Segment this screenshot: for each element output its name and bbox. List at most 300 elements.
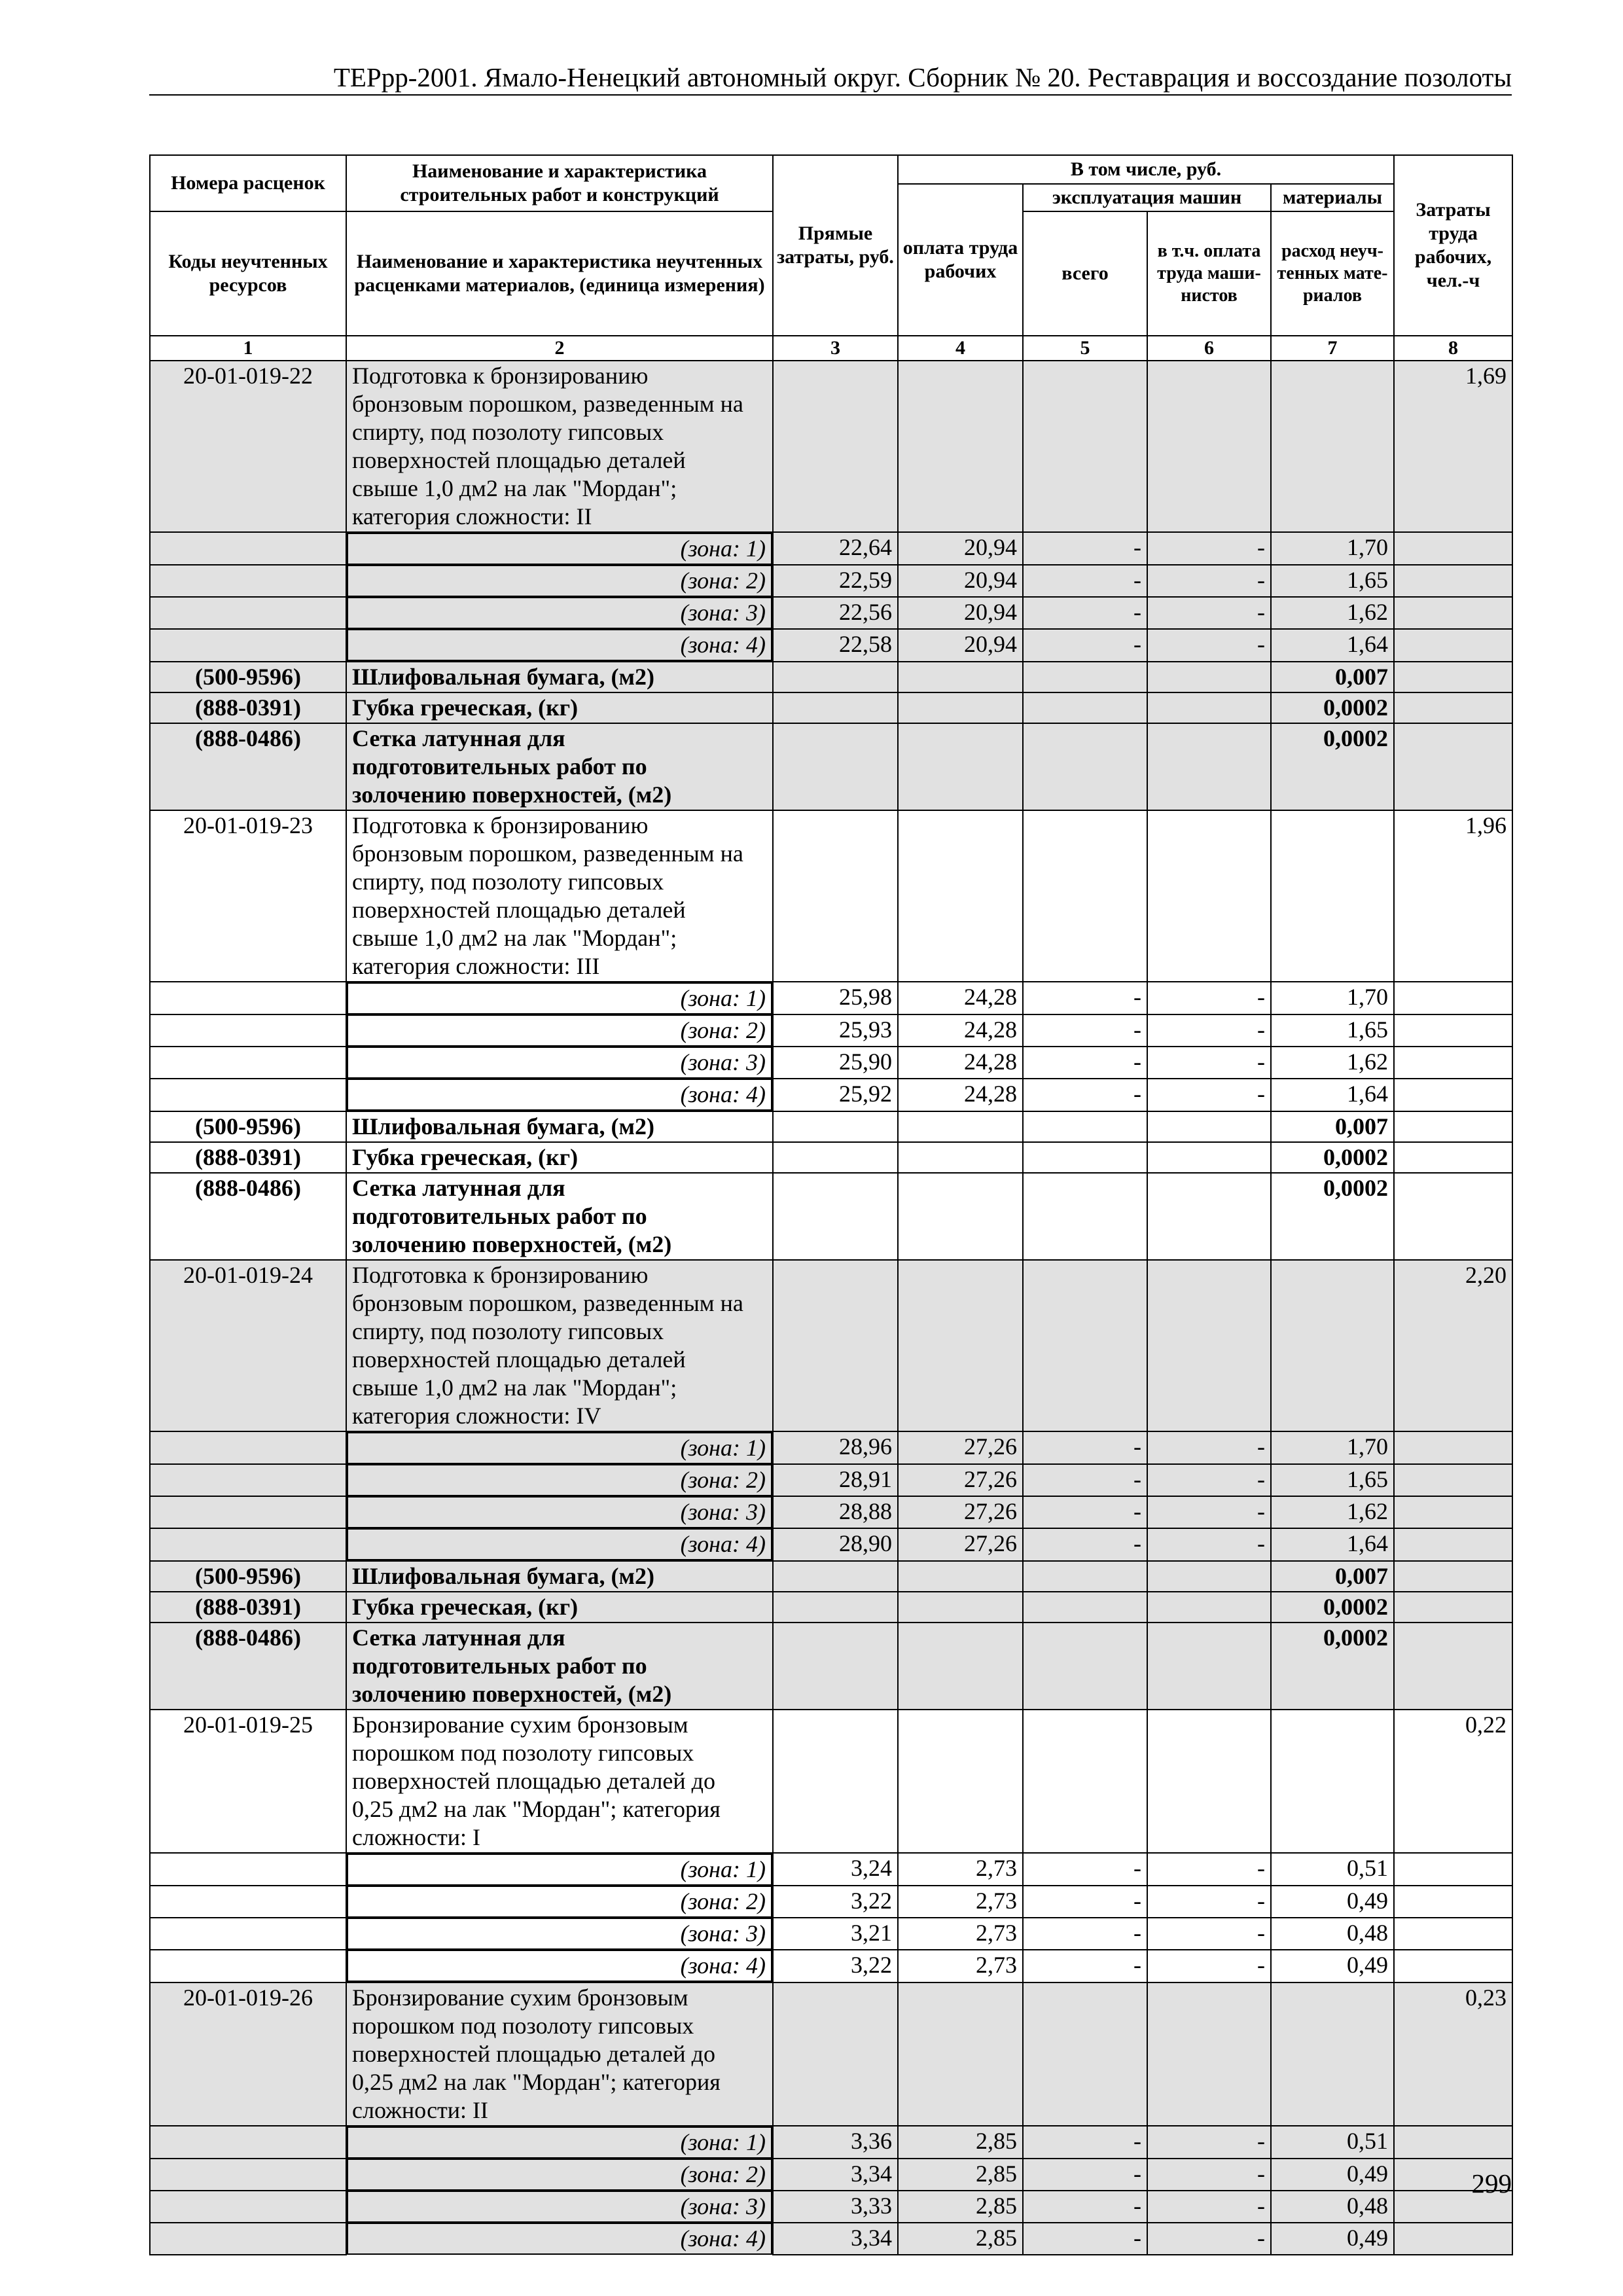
resource-code: (888-0391) xyxy=(150,1592,346,1623)
empty-cell xyxy=(898,1561,1023,1592)
empty-cell xyxy=(150,532,346,565)
worker-pay-value: 27,26 xyxy=(898,1528,1023,1561)
rate-code: 20-01-019-26 xyxy=(150,1982,346,2126)
empty-cell xyxy=(1271,1982,1394,2126)
empty-cell xyxy=(150,2126,346,2159)
column-number: 6 xyxy=(1147,336,1271,361)
empty-cell xyxy=(773,1173,898,1260)
empty-cell xyxy=(1394,1431,1512,1464)
zone-label: (зона: 1) xyxy=(347,2126,772,2159)
machinist-pay-value: - xyxy=(1147,982,1271,1014)
description-line: поверхностей площадью деталей xyxy=(352,447,686,473)
description-line: поверхностей площадью деталей до xyxy=(352,1768,715,1794)
description-line: сложности: II xyxy=(352,2097,489,2123)
empty-cell xyxy=(150,1496,346,1528)
rate-description xyxy=(346,1982,773,2126)
machine-total-value: - xyxy=(1023,629,1147,662)
header-material-names: Наименование и характеристика неучтенных расценками материалов, (единица измерения) xyxy=(346,211,773,336)
resource-name xyxy=(346,1173,773,1260)
empty-cell xyxy=(1394,1079,1512,1111)
worker-pay-value: 27,26 xyxy=(898,1464,1023,1496)
worker-pay-value: 20,94 xyxy=(898,565,1023,597)
empty-cell xyxy=(1023,662,1147,692)
empty-cell xyxy=(1271,810,1394,982)
empty-cell xyxy=(1394,1047,1512,1079)
empty-cell xyxy=(1394,2223,1512,2255)
empty-cell xyxy=(1394,597,1512,629)
materials-value: 1,70 xyxy=(1271,982,1394,1014)
empty-cell xyxy=(1023,1142,1147,1173)
worker-pay-value: 20,94 xyxy=(898,629,1023,662)
empty-cell xyxy=(1147,723,1271,810)
machine-total-value: - xyxy=(1023,1464,1147,1496)
worker-pay-value: 20,94 xyxy=(898,597,1023,629)
empty-cell xyxy=(773,1592,898,1623)
materials-value: 1,64 xyxy=(1271,1528,1394,1561)
machine-total-value: - xyxy=(1023,2159,1147,2191)
materials-value: 0,49 xyxy=(1271,2159,1394,2191)
description-line: категория сложности: IV xyxy=(352,1403,601,1429)
empty-cell xyxy=(773,692,898,723)
empty-cell xyxy=(1394,723,1512,810)
empty-cell xyxy=(1394,565,1512,597)
direct-costs-value: 28,88 xyxy=(773,1496,898,1528)
header-rate-numbers: Номера расценок xyxy=(150,155,346,211)
empty-cell xyxy=(150,1079,346,1111)
materials-value: 0,49 xyxy=(1271,1886,1394,1918)
direct-costs-value: 3,33 xyxy=(773,2191,898,2223)
resource-name-line: Губка греческая, (кг) xyxy=(352,694,579,721)
zone-label: (зона: 2) xyxy=(347,565,772,597)
empty-cell xyxy=(1394,692,1512,723)
empty-cell xyxy=(1147,692,1271,723)
empty-cell xyxy=(898,1173,1023,1260)
column-number: 1 xyxy=(150,336,346,361)
materials-value: 1,65 xyxy=(1271,565,1394,597)
description-line: Подготовка к бронзированию xyxy=(352,363,649,389)
zone-label: (зона: 4) xyxy=(347,1528,772,1560)
description-line: бронзовым порошком, разведенным на xyxy=(352,1290,743,1316)
empty-cell xyxy=(150,1464,346,1496)
direct-costs-value: 22,58 xyxy=(773,629,898,662)
machine-total-value: - xyxy=(1023,532,1147,565)
description-line: Бронзирование сухим бронзовым xyxy=(352,1984,688,2011)
worker-pay-value: 27,26 xyxy=(898,1431,1023,1464)
description-line: сложности: I xyxy=(352,1824,481,1850)
machine-total-value: - xyxy=(1023,1496,1147,1528)
empty-cell xyxy=(898,1710,1023,1853)
empty-cell xyxy=(1394,1528,1512,1561)
empty-cell xyxy=(1394,1623,1512,1710)
empty-cell xyxy=(1147,810,1271,982)
resource-name xyxy=(346,1592,773,1623)
empty-cell xyxy=(1394,1592,1512,1623)
materials-value: 0,48 xyxy=(1271,2191,1394,2223)
empty-cell xyxy=(1023,1173,1147,1260)
resource-code: (500-9596) xyxy=(150,1111,346,1142)
direct-costs-value: 3,36 xyxy=(773,2126,898,2159)
machine-total-value: - xyxy=(1023,1918,1147,1950)
empty-cell xyxy=(150,2223,346,2255)
worker-pay-value: 27,26 xyxy=(898,1496,1023,1528)
empty-cell xyxy=(150,629,346,662)
materials-value: 0,51 xyxy=(1271,1853,1394,1886)
rate-description xyxy=(346,361,773,532)
zone-label: (зона: 1) xyxy=(347,982,772,1014)
empty-cell xyxy=(1147,662,1271,692)
worker-pay-value: 2,85 xyxy=(898,2159,1023,2191)
header-material-consumption: расход неуч-тенных мате-риалов xyxy=(1271,211,1394,336)
resource-name-line: подготовительных работ по xyxy=(352,753,647,780)
empty-cell xyxy=(1023,1111,1147,1142)
empty-cell xyxy=(898,1111,1023,1142)
empty-cell xyxy=(898,1623,1023,1710)
header-work-name: Наименование и характеристика строительных работ и конструкций xyxy=(346,155,773,211)
rate-code: 20-01-019-25 xyxy=(150,1710,346,1853)
direct-costs-value: 22,59 xyxy=(773,565,898,597)
materials-value: 0,51 xyxy=(1271,2126,1394,2159)
resource-name-line: Сетка латунная для xyxy=(352,1624,565,1651)
zone-label: (зона: 4) xyxy=(347,1950,772,1982)
machinist-pay-value: - xyxy=(1147,1464,1271,1496)
resource-name-line: Шлифовальная бумага, (м2) xyxy=(352,1113,654,1139)
machine-total-value: - xyxy=(1023,565,1147,597)
empty-cell xyxy=(1394,629,1512,662)
zone-label: (зона: 1) xyxy=(347,1854,772,1886)
resource-quantity: 0,0002 xyxy=(1271,1592,1394,1623)
empty-cell xyxy=(150,1918,346,1950)
rate-code: 20-01-019-23 xyxy=(150,810,346,982)
machinist-pay-value: - xyxy=(1147,1886,1271,1918)
empty-cell xyxy=(1023,1710,1147,1853)
empty-cell xyxy=(1023,361,1147,532)
materials-value: 0,49 xyxy=(1271,1950,1394,1982)
machinist-pay-value: - xyxy=(1147,2223,1271,2255)
zone-label: (зона: 1) xyxy=(347,1432,772,1464)
empty-cell xyxy=(1023,723,1147,810)
direct-costs-value: 3,34 xyxy=(773,2223,898,2255)
description-line: порошком под позолоту гипсовых xyxy=(352,1740,694,1766)
empty-cell xyxy=(1394,1561,1512,1592)
empty-cell xyxy=(150,1950,346,1982)
empty-cell xyxy=(773,1142,898,1173)
machinist-pay-value: - xyxy=(1147,565,1271,597)
empty-cell xyxy=(773,662,898,692)
machinist-pay-value: - xyxy=(1147,2126,1271,2159)
direct-costs-value: 22,56 xyxy=(773,597,898,629)
labor-value: 0,23 xyxy=(1394,1982,1512,2126)
machine-total-value: - xyxy=(1023,1853,1147,1886)
empty-cell xyxy=(1147,1173,1271,1260)
column-number: 3 xyxy=(773,336,898,361)
zone-label: (зона: 3) xyxy=(347,1047,772,1079)
empty-cell xyxy=(1394,1886,1512,1918)
page-number: 299 xyxy=(1471,2168,1512,2198)
empty-cell xyxy=(898,1982,1023,2126)
machine-total-value: - xyxy=(1023,1014,1147,1047)
worker-pay-value: 2,73 xyxy=(898,1918,1023,1950)
empty-cell xyxy=(150,2159,346,2191)
worker-pay-value: 2,73 xyxy=(898,1950,1023,1982)
zone-label: (зона: 2) xyxy=(347,1464,772,1496)
resource-name-line: Шлифовальная бумага, (м2) xyxy=(352,1563,654,1589)
machine-total-value: - xyxy=(1023,1047,1147,1079)
machine-total-value: - xyxy=(1023,597,1147,629)
resource-name-line: подготовительных работ по xyxy=(352,1203,647,1229)
direct-costs-value: 3,21 xyxy=(773,1918,898,1950)
materials-value: 1,70 xyxy=(1271,532,1394,565)
resource-name xyxy=(346,662,773,692)
machinist-pay-value: - xyxy=(1147,1918,1271,1950)
empty-cell xyxy=(1394,662,1512,692)
machine-total-value: - xyxy=(1023,1950,1147,1982)
materials-value: 0,49 xyxy=(1271,2223,1394,2255)
resource-name-line: Губка греческая, (кг) xyxy=(352,1594,579,1620)
resource-name-line: золочению поверхностей, (м2) xyxy=(352,781,672,808)
resource-name-line: Сетка латунная для xyxy=(352,725,565,751)
materials-value: 1,62 xyxy=(1271,1496,1394,1528)
machinist-pay-value: - xyxy=(1147,1853,1271,1886)
materials-value: 1,70 xyxy=(1271,1431,1394,1464)
worker-pay-value: 2,85 xyxy=(898,2126,1023,2159)
resource-name-line: Шлифовальная бумага, (м2) xyxy=(352,664,654,690)
worker-pay-value: 2,73 xyxy=(898,1886,1023,1918)
rate-block xyxy=(150,810,1512,1260)
resource-quantity: 0,007 xyxy=(1271,662,1394,692)
resource-name xyxy=(346,1561,773,1592)
resource-name xyxy=(346,1623,773,1710)
empty-cell xyxy=(1147,361,1271,532)
empty-cell xyxy=(1394,1918,1512,1950)
materials-value: 1,64 xyxy=(1271,1079,1394,1111)
description-line: категория сложности: II xyxy=(352,503,592,529)
direct-costs-value: 22,64 xyxy=(773,532,898,565)
zone-label: (зона: 2) xyxy=(347,1886,772,1918)
zone-label: (зона: 3) xyxy=(347,597,772,629)
empty-cell xyxy=(1271,1260,1394,1431)
materials-value: 1,65 xyxy=(1271,1464,1394,1496)
materials-value: 1,64 xyxy=(1271,629,1394,662)
resource-name-line: Сетка латунная для xyxy=(352,1175,565,1201)
machine-total-value: - xyxy=(1023,1528,1147,1561)
resource-name-line: золочению поверхностей, (м2) xyxy=(352,1231,672,1257)
description-line: категория сложности: III xyxy=(352,953,600,979)
machine-total-value: - xyxy=(1023,2223,1147,2255)
description-line: поверхностей площадью деталей до xyxy=(352,2041,715,2067)
empty-cell xyxy=(773,1710,898,1853)
description-line: спирту, под позолоту гипсовых xyxy=(352,419,664,445)
resource-name xyxy=(346,692,773,723)
header-direct-costs: Прямые затраты, руб. xyxy=(773,155,898,336)
description-line: свыше 1,0 дм2 на лак "Мордан"; xyxy=(352,1374,677,1401)
direct-costs-value: 3,22 xyxy=(773,1886,898,1918)
empty-cell xyxy=(1147,1561,1271,1592)
resource-name xyxy=(346,1142,773,1173)
empty-cell xyxy=(1023,692,1147,723)
empty-cell xyxy=(898,1260,1023,1431)
rate-block xyxy=(150,1710,1512,1982)
empty-cell xyxy=(773,810,898,982)
empty-cell xyxy=(1271,1710,1394,1853)
machinist-pay-value: - xyxy=(1147,532,1271,565)
header-labor: Затраты труда рабочих, чел.-ч xyxy=(1394,155,1512,336)
materials-value: 1,65 xyxy=(1271,1014,1394,1047)
header-machine-total: всего xyxy=(1023,211,1147,336)
resource-name xyxy=(346,1111,773,1142)
resource-quantity: 0,0002 xyxy=(1271,1623,1394,1710)
empty-cell xyxy=(1147,1111,1271,1142)
empty-cell xyxy=(1394,2126,1512,2159)
machinist-pay-value: - xyxy=(1147,1014,1271,1047)
empty-cell xyxy=(773,1111,898,1142)
empty-cell xyxy=(1394,1496,1512,1528)
machine-total-value: - xyxy=(1023,1886,1147,1918)
description-line: свыше 1,0 дм2 на лак "Мордан"; xyxy=(352,925,677,951)
empty-cell xyxy=(1023,1592,1147,1623)
column-number: 7 xyxy=(1271,336,1394,361)
empty-cell xyxy=(150,1014,346,1047)
resource-code: (888-0486) xyxy=(150,1623,346,1710)
column-number: 8 xyxy=(1394,336,1512,361)
machine-total-value: - xyxy=(1023,2191,1147,2223)
header-machinist-pay: в т.ч. оплата труда маши-нистов xyxy=(1147,211,1271,336)
worker-pay-value: 2,85 xyxy=(898,2191,1023,2223)
zone-label: (зона: 4) xyxy=(347,629,772,661)
empty-cell xyxy=(773,1623,898,1710)
empty-cell xyxy=(1394,1464,1512,1496)
column-number: 2 xyxy=(346,336,773,361)
empty-cell xyxy=(898,1592,1023,1623)
machine-total-value: - xyxy=(1023,1079,1147,1111)
worker-pay-value: 24,28 xyxy=(898,982,1023,1014)
zone-label: (зона: 1) xyxy=(347,533,772,565)
empty-cell xyxy=(773,723,898,810)
worker-pay-value: 20,94 xyxy=(898,532,1023,565)
rate-description xyxy=(346,810,773,982)
empty-cell xyxy=(898,662,1023,692)
empty-cell xyxy=(150,1528,346,1561)
empty-cell xyxy=(1023,1623,1147,1710)
resource-code: (500-9596) xyxy=(150,662,346,692)
resource-quantity: 0,0002 xyxy=(1271,1142,1394,1173)
column-number: 4 xyxy=(898,336,1023,361)
empty-cell xyxy=(1023,1982,1147,2126)
page-header: ТЕРрр-2001. Ямало-Ненецкий автономный округ. Сборник № 20. Реставрация и воссоздание позолоты xyxy=(333,62,1512,92)
materials-value: 1,62 xyxy=(1271,1047,1394,1079)
empty-cell xyxy=(1394,532,1512,565)
machine-total-value: - xyxy=(1023,1431,1147,1464)
zone-label: (зона: 2) xyxy=(347,1014,772,1047)
machinist-pay-value: - xyxy=(1147,597,1271,629)
empty-cell xyxy=(1271,361,1394,532)
direct-costs-value: 25,93 xyxy=(773,1014,898,1047)
resource-name-line: Губка греческая, (кг) xyxy=(352,1144,579,1170)
resource-name xyxy=(346,723,773,810)
description-line: порошком под позолоту гипсовых xyxy=(352,2013,694,2039)
labor-value: 2,20 xyxy=(1394,1260,1512,1431)
empty-cell xyxy=(773,1561,898,1592)
empty-cell xyxy=(150,982,346,1014)
rate-description xyxy=(346,1260,773,1431)
machinist-pay-value: - xyxy=(1147,1047,1271,1079)
resource-name-line: золочению поверхностей, (м2) xyxy=(352,1681,672,1707)
rate-code: 20-01-019-22 xyxy=(150,361,346,532)
machinist-pay-value: - xyxy=(1147,2159,1271,2191)
empty-cell xyxy=(1147,1623,1271,1710)
empty-cell xyxy=(1023,810,1147,982)
direct-costs-value: 3,22 xyxy=(773,1950,898,1982)
empty-cell xyxy=(150,565,346,597)
empty-cell xyxy=(150,1431,346,1464)
header-including: В том числе, руб. xyxy=(898,155,1394,184)
empty-cell xyxy=(898,810,1023,982)
resource-quantity: 0,0002 xyxy=(1271,723,1394,810)
empty-cell xyxy=(1394,1173,1512,1260)
resource-code: (500-9596) xyxy=(150,1561,346,1592)
zone-label: (зона: 3) xyxy=(347,2191,772,2223)
description-line: Подготовка к бронзированию xyxy=(352,1262,649,1288)
worker-pay-value: 24,28 xyxy=(898,1047,1023,1079)
machine-total-value: - xyxy=(1023,2126,1147,2159)
machinist-pay-value: - xyxy=(1147,629,1271,662)
machinist-pay-value: - xyxy=(1147,1528,1271,1561)
empty-cell xyxy=(1147,1982,1271,2126)
description-line: спирту, под позолоту гипсовых xyxy=(352,1318,664,1344)
direct-costs-value: 28,91 xyxy=(773,1464,898,1496)
labor-value: 1,96 xyxy=(1394,810,1512,982)
rate-block xyxy=(150,361,1512,810)
empty-cell xyxy=(898,723,1023,810)
empty-cell xyxy=(898,1142,1023,1173)
direct-costs-value: 3,24 xyxy=(773,1853,898,1886)
description-line: 0,25 дм2 на лак "Мордан"; категория xyxy=(352,1796,721,1822)
worker-pay-value: 2,85 xyxy=(898,2223,1023,2255)
empty-cell xyxy=(1394,982,1512,1014)
rate-description xyxy=(346,1710,773,1853)
machine-total-value: - xyxy=(1023,982,1147,1014)
header-machine-operation: эксплуатация машин xyxy=(1023,184,1271,211)
empty-cell xyxy=(1023,1260,1147,1431)
empty-cell xyxy=(1147,1142,1271,1173)
resource-quantity: 0,007 xyxy=(1271,1111,1394,1142)
empty-cell xyxy=(150,1047,346,1079)
worker-pay-value: 2,73 xyxy=(898,1853,1023,1886)
zone-label: (зона: 4) xyxy=(347,1079,772,1111)
worker-pay-value: 24,28 xyxy=(898,1014,1023,1047)
description-line: поверхностей площадью деталей xyxy=(352,897,686,923)
rate-code: 20-01-019-24 xyxy=(150,1260,346,1431)
empty-cell xyxy=(1394,1111,1512,1142)
direct-costs-value: 25,90 xyxy=(773,1047,898,1079)
rate-block xyxy=(150,1982,1512,2255)
machinist-pay-value: - xyxy=(1147,1950,1271,1982)
empty-cell xyxy=(898,692,1023,723)
direct-costs-value: 25,98 xyxy=(773,982,898,1014)
description-line: бронзовым порошком, разведенным на xyxy=(352,840,743,867)
empty-cell xyxy=(1394,1950,1512,1982)
empty-cell xyxy=(1394,1014,1512,1047)
resource-name-line: подготовительных работ по xyxy=(352,1653,647,1679)
zone-label: (зона: 4) xyxy=(347,2223,772,2255)
empty-cell xyxy=(1147,1260,1271,1431)
empty-cell xyxy=(1147,1710,1271,1853)
rate-block xyxy=(150,1260,1512,1710)
empty-cell xyxy=(1394,1853,1512,1886)
direct-costs-value: 28,90 xyxy=(773,1528,898,1561)
header-worker-pay: оплата труда рабочих xyxy=(898,184,1023,336)
direct-costs-value: 25,92 xyxy=(773,1079,898,1111)
empty-cell xyxy=(773,1982,898,2126)
